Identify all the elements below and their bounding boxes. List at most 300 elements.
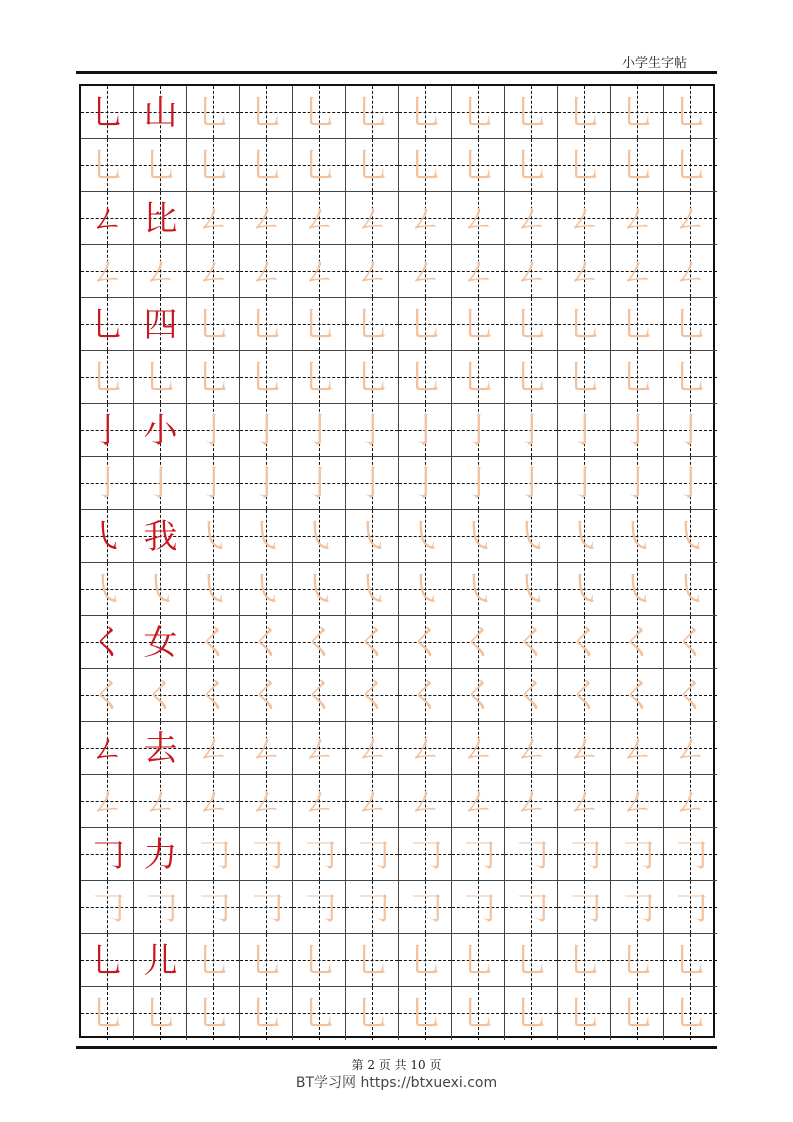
trace-stroke: 乚	[673, 940, 708, 981]
grid-cell	[452, 934, 505, 987]
grid-cell	[240, 563, 293, 616]
grid-cell	[664, 192, 717, 245]
grid-cell	[134, 192, 187, 245]
grid-cell	[134, 245, 187, 298]
grid-cell	[611, 192, 664, 245]
trace-stroke: く	[196, 622, 231, 663]
grid-cell	[611, 298, 664, 351]
grid-cell	[558, 828, 611, 881]
grid-cell	[293, 245, 346, 298]
trace-stroke: ㄥ	[302, 198, 337, 239]
grid-cell	[81, 881, 134, 934]
trace-stroke: ㇂	[408, 516, 443, 557]
grid-cell	[81, 457, 134, 510]
grid-cell	[187, 351, 240, 404]
grid-cell	[664, 775, 717, 828]
trace-stroke: 𠃌	[355, 834, 390, 875]
grid-cell	[293, 86, 346, 139]
grid-cell	[452, 139, 505, 192]
trace-stroke: ㄥ	[196, 198, 231, 239]
grid-cell	[664, 616, 717, 669]
grid-cell	[134, 828, 187, 881]
grid-cell	[611, 510, 664, 563]
trace-stroke: く	[673, 675, 708, 716]
practice-row	[81, 245, 713, 298]
grid-cell	[346, 457, 399, 510]
grid-cell	[134, 987, 187, 1040]
grid-cell	[611, 934, 664, 987]
grid-cell	[664, 404, 717, 457]
trace-stroke: 亅	[567, 463, 602, 504]
trace-stroke: ㇂	[673, 569, 708, 610]
grid-cell	[240, 722, 293, 775]
grid-cell	[187, 828, 240, 881]
grid-cell	[81, 669, 134, 722]
grid-cell	[240, 245, 293, 298]
grid-cell	[452, 510, 505, 563]
grid-cell	[346, 404, 399, 457]
grid-cell	[346, 987, 399, 1040]
grid-cell	[346, 510, 399, 563]
grid-cell	[452, 881, 505, 934]
trace-stroke: 𠃌	[673, 834, 708, 875]
trace-stroke: 乚	[408, 304, 443, 345]
trace-stroke: 𠃌	[408, 834, 443, 875]
grid-cell	[134, 563, 187, 616]
grid-cell	[187, 510, 240, 563]
grid-cell	[505, 298, 558, 351]
grid-cell	[399, 139, 452, 192]
trace-stroke: ㄥ	[567, 728, 602, 769]
trace-stroke: ㄥ	[143, 251, 178, 292]
trace-stroke: ㄥ	[90, 251, 125, 292]
grid-cell	[664, 139, 717, 192]
trace-stroke: 𠃌	[514, 887, 549, 928]
trace-stroke: ㇂	[514, 569, 549, 610]
grid-cell	[81, 563, 134, 616]
trace-stroke: ㄥ	[302, 251, 337, 292]
trace-stroke: 乚	[196, 304, 231, 345]
grid-cell	[134, 510, 187, 563]
trace-stroke: 𠃌	[461, 887, 496, 928]
grid-cell	[240, 987, 293, 1040]
model-character: 四	[143, 304, 178, 345]
trace-stroke: 乚	[620, 357, 655, 398]
grid-cell	[81, 139, 134, 192]
grid-cell	[240, 616, 293, 669]
trace-stroke: ㄥ	[302, 781, 337, 822]
trace-stroke: 乚	[249, 357, 284, 398]
grid-cell	[81, 828, 134, 881]
trace-stroke: 乚	[408, 940, 443, 981]
grid-cell	[399, 881, 452, 934]
trace-stroke: ㇂	[196, 569, 231, 610]
grid-cell	[505, 86, 558, 139]
grid-cell	[611, 881, 664, 934]
trace-stroke: 亅	[567, 410, 602, 451]
grid-cell	[81, 616, 134, 669]
trace-stroke: 乚	[620, 145, 655, 186]
trace-stroke: く	[302, 675, 337, 716]
grid-cell	[664, 722, 717, 775]
trace-stroke: ㇂	[302, 516, 337, 557]
grid-cell	[187, 86, 240, 139]
trace-stroke: 乚	[196, 92, 231, 133]
grid-cell	[452, 775, 505, 828]
grid-cell	[664, 86, 717, 139]
grid-cell	[240, 510, 293, 563]
trace-stroke: ㄥ	[620, 198, 655, 239]
grid-cell	[134, 669, 187, 722]
trace-stroke: ㄥ	[355, 728, 390, 769]
grid-cell	[293, 934, 346, 987]
grid-cell	[240, 404, 293, 457]
grid-cell	[558, 563, 611, 616]
model-character: 我	[143, 516, 178, 557]
grid-cell	[558, 404, 611, 457]
grid-cell	[558, 298, 611, 351]
grid-cell	[346, 298, 399, 351]
grid-cell	[346, 722, 399, 775]
trace-stroke: ㇂	[567, 569, 602, 610]
trace-stroke: 𠃌	[461, 834, 496, 875]
trace-stroke: 亅	[249, 410, 284, 451]
grid-cell	[558, 457, 611, 510]
grid-cell	[240, 192, 293, 245]
trace-stroke: ㇂	[302, 569, 337, 610]
grid-cell	[346, 192, 399, 245]
trace-stroke: 乚	[514, 357, 549, 398]
grid-cell	[187, 298, 240, 351]
trace-stroke: ㄥ	[408, 781, 443, 822]
trace-stroke: 乚	[673, 357, 708, 398]
trace-stroke: 乚	[567, 145, 602, 186]
model-stroke: 乚	[90, 304, 125, 345]
grid-cell	[293, 139, 346, 192]
trace-stroke: 乚	[620, 993, 655, 1034]
grid-cell	[399, 245, 452, 298]
grid-cell	[187, 881, 240, 934]
practice-row	[81, 669, 713, 722]
trace-stroke: 乚	[673, 304, 708, 345]
grid-cell	[81, 192, 134, 245]
grid-cell	[293, 616, 346, 669]
grid-cell	[558, 722, 611, 775]
grid-cell	[399, 563, 452, 616]
trace-stroke: ㄥ	[461, 251, 496, 292]
trace-stroke: 乚	[673, 993, 708, 1034]
trace-stroke: く	[620, 622, 655, 663]
grid-cell	[293, 722, 346, 775]
trace-stroke: 𠃌	[567, 834, 602, 875]
grid-cell	[293, 404, 346, 457]
trace-stroke: 乚	[143, 357, 178, 398]
grid-cell	[81, 722, 134, 775]
grid-cell	[293, 510, 346, 563]
grid-cell	[505, 510, 558, 563]
grid-cell	[293, 457, 346, 510]
grid-cell	[240, 934, 293, 987]
grid-cell	[399, 457, 452, 510]
trace-stroke: 乚	[461, 993, 496, 1034]
grid-cell	[664, 987, 717, 1040]
trace-stroke: く	[302, 622, 337, 663]
grid-cell	[346, 245, 399, 298]
trace-stroke: ㇂	[408, 569, 443, 610]
model-character: 小	[143, 410, 178, 451]
grid-cell	[664, 669, 717, 722]
practice-row	[81, 934, 713, 987]
grid-cell	[611, 86, 664, 139]
grid-cell	[505, 722, 558, 775]
grid-cell	[558, 775, 611, 828]
grid-cell	[399, 987, 452, 1040]
trace-stroke: 乚	[302, 304, 337, 345]
grid-cell	[505, 828, 558, 881]
trace-stroke: ㄥ	[143, 781, 178, 822]
grid-cell	[293, 828, 346, 881]
trace-stroke: 乚	[514, 940, 549, 981]
site-watermark: BT学习网 https://btxuexi.com	[295, 1075, 498, 1091]
trace-stroke: 𠃌	[249, 887, 284, 928]
trace-stroke: 乚	[514, 92, 549, 133]
grid-cell	[505, 616, 558, 669]
grid-cell	[664, 457, 717, 510]
grid-cell	[611, 669, 664, 722]
trace-stroke: 乚	[196, 993, 231, 1034]
trace-stroke: ㄥ	[567, 198, 602, 239]
trace-stroke: 乚	[355, 993, 390, 1034]
trace-stroke: 乚	[567, 304, 602, 345]
grid-cell	[346, 775, 399, 828]
grid-cell	[134, 934, 187, 987]
trace-stroke: 𠃌	[567, 887, 602, 928]
model-character: 去	[143, 728, 178, 769]
trace-stroke: く	[673, 622, 708, 663]
trace-stroke: 乚	[514, 304, 549, 345]
trace-stroke: 乚	[567, 993, 602, 1034]
grid-cell	[187, 192, 240, 245]
grid-cell	[452, 245, 505, 298]
trace-stroke: ㄥ	[249, 728, 284, 769]
trace-stroke: ㄥ	[461, 781, 496, 822]
trace-stroke: 乚	[514, 145, 549, 186]
trace-stroke: 乚	[90, 357, 125, 398]
grid-cell	[505, 563, 558, 616]
trace-stroke: 𠃌	[143, 887, 178, 928]
grid-cell	[187, 934, 240, 987]
grid-cell	[558, 351, 611, 404]
trace-stroke: 乚	[461, 304, 496, 345]
trace-stroke: 乚	[461, 940, 496, 981]
grid-cell	[346, 563, 399, 616]
grid-cell	[187, 563, 240, 616]
trace-stroke: 𠃌	[302, 834, 337, 875]
trace-stroke: 𠃌	[408, 887, 443, 928]
grid-cell	[452, 669, 505, 722]
grid-cell	[240, 139, 293, 192]
grid-cell	[399, 775, 452, 828]
practice-row	[81, 987, 713, 1040]
header-title: 小学生字帖	[621, 56, 687, 71]
trace-stroke: ㄥ	[355, 251, 390, 292]
grid-cell	[611, 722, 664, 775]
practice-row	[81, 298, 713, 351]
trace-stroke: ㄥ	[249, 251, 284, 292]
grid-cell	[187, 616, 240, 669]
trace-stroke: 𠃌	[196, 887, 231, 928]
trace-stroke: く	[567, 622, 602, 663]
grid-cell	[505, 351, 558, 404]
grid-cell	[558, 192, 611, 245]
grid-cell	[664, 828, 717, 881]
grid-cell	[346, 139, 399, 192]
grid-cell	[81, 86, 134, 139]
grid-cell	[664, 934, 717, 987]
grid-cell	[346, 881, 399, 934]
grid-cell	[558, 139, 611, 192]
grid-cell	[293, 563, 346, 616]
trace-stroke: ㄥ	[620, 781, 655, 822]
model-stroke: ㄥ	[90, 728, 125, 769]
trace-stroke: ㇂	[355, 569, 390, 610]
trace-stroke: ㄥ	[620, 251, 655, 292]
trace-stroke: 乚	[461, 92, 496, 133]
trace-stroke: ㄥ	[90, 781, 125, 822]
grid-cell	[611, 616, 664, 669]
trace-stroke: 亅	[302, 410, 337, 451]
grid-cell	[558, 669, 611, 722]
trace-stroke: ㇂	[90, 569, 125, 610]
grid-cell	[293, 775, 346, 828]
practice-row	[81, 722, 713, 775]
trace-stroke: ㇂	[567, 516, 602, 557]
trace-stroke: 乚	[90, 993, 125, 1034]
grid-cell	[664, 298, 717, 351]
model-stroke: 乚	[90, 92, 125, 133]
trace-stroke: 乚	[355, 304, 390, 345]
grid-cell	[452, 616, 505, 669]
trace-stroke: く	[90, 675, 125, 716]
trace-stroke: ㄥ	[673, 251, 708, 292]
grid-cell	[81, 351, 134, 404]
grid-cell	[452, 828, 505, 881]
trace-stroke: 亅	[408, 463, 443, 504]
grid-cell	[134, 616, 187, 669]
trace-stroke: 乚	[249, 145, 284, 186]
trace-stroke: 亅	[355, 410, 390, 451]
grid-cell	[134, 881, 187, 934]
trace-stroke: ㇂	[620, 569, 655, 610]
grid-cell	[505, 457, 558, 510]
grid-cell	[293, 669, 346, 722]
trace-stroke: 乚	[196, 145, 231, 186]
trace-stroke: 亅	[196, 410, 231, 451]
grid-cell	[452, 722, 505, 775]
trace-stroke: 乚	[302, 993, 337, 1034]
trace-stroke: く	[249, 675, 284, 716]
grid-cell	[558, 245, 611, 298]
grid-cell	[81, 987, 134, 1040]
grid-cell	[399, 722, 452, 775]
grid-cell	[399, 510, 452, 563]
footer-rule	[76, 1046, 717, 1049]
grid-cell	[346, 828, 399, 881]
grid-cell	[399, 351, 452, 404]
practice-row	[81, 192, 713, 245]
grid-cell	[505, 245, 558, 298]
grid-cell	[558, 881, 611, 934]
grid-cell	[240, 351, 293, 404]
grid-cell	[399, 616, 452, 669]
grid-cell	[81, 510, 134, 563]
grid-cell	[81, 934, 134, 987]
trace-stroke: 乚	[673, 92, 708, 133]
grid-cell	[558, 616, 611, 669]
grid-cell	[611, 828, 664, 881]
trace-stroke: ㄥ	[196, 781, 231, 822]
grid-cell	[134, 139, 187, 192]
model-character: 女	[143, 622, 178, 663]
grid-cell	[134, 457, 187, 510]
trace-stroke: ㄥ	[673, 781, 708, 822]
trace-stroke: 亅	[302, 463, 337, 504]
header-rule	[76, 71, 717, 74]
trace-stroke: ㇂	[196, 516, 231, 557]
grid-cell	[611, 351, 664, 404]
model-stroke: く	[90, 622, 125, 663]
trace-stroke: ㇂	[514, 516, 549, 557]
trace-stroke: ㄥ	[355, 781, 390, 822]
trace-stroke: 乚	[408, 357, 443, 398]
trace-stroke: 乚	[461, 357, 496, 398]
grid-cell	[611, 404, 664, 457]
trace-stroke: ㄥ	[196, 728, 231, 769]
grid-cell	[452, 987, 505, 1040]
grid-cell	[505, 987, 558, 1040]
trace-stroke: ㄥ	[514, 728, 549, 769]
trace-stroke: 亅	[514, 410, 549, 451]
trace-stroke: ㇂	[249, 569, 284, 610]
grid-cell	[452, 563, 505, 616]
page-number: 第 2 页 共 10 页	[351, 1058, 442, 1072]
trace-stroke: 乚	[302, 357, 337, 398]
grid-cell	[664, 881, 717, 934]
grid-cell	[134, 404, 187, 457]
trace-stroke: 亅	[143, 463, 178, 504]
trace-stroke: 乚	[90, 145, 125, 186]
grid-cell	[452, 457, 505, 510]
grid-cell	[81, 298, 134, 351]
trace-stroke: 乚	[249, 92, 284, 133]
grid-cell	[240, 298, 293, 351]
trace-stroke: 乚	[143, 145, 178, 186]
grid-cell	[399, 669, 452, 722]
trace-stroke: 乚	[355, 940, 390, 981]
trace-stroke: 乚	[249, 940, 284, 981]
trace-stroke: く	[249, 622, 284, 663]
trace-stroke: 乚	[620, 92, 655, 133]
grid-cell	[664, 245, 717, 298]
grid-cell	[664, 351, 717, 404]
trace-stroke: ㄥ	[567, 251, 602, 292]
grid-cell	[399, 298, 452, 351]
trace-stroke: ㄥ	[408, 198, 443, 239]
trace-stroke: ㄥ	[249, 781, 284, 822]
trace-stroke: 亅	[673, 463, 708, 504]
model-stroke: 乚	[90, 940, 125, 981]
trace-stroke: ㇂	[143, 569, 178, 610]
